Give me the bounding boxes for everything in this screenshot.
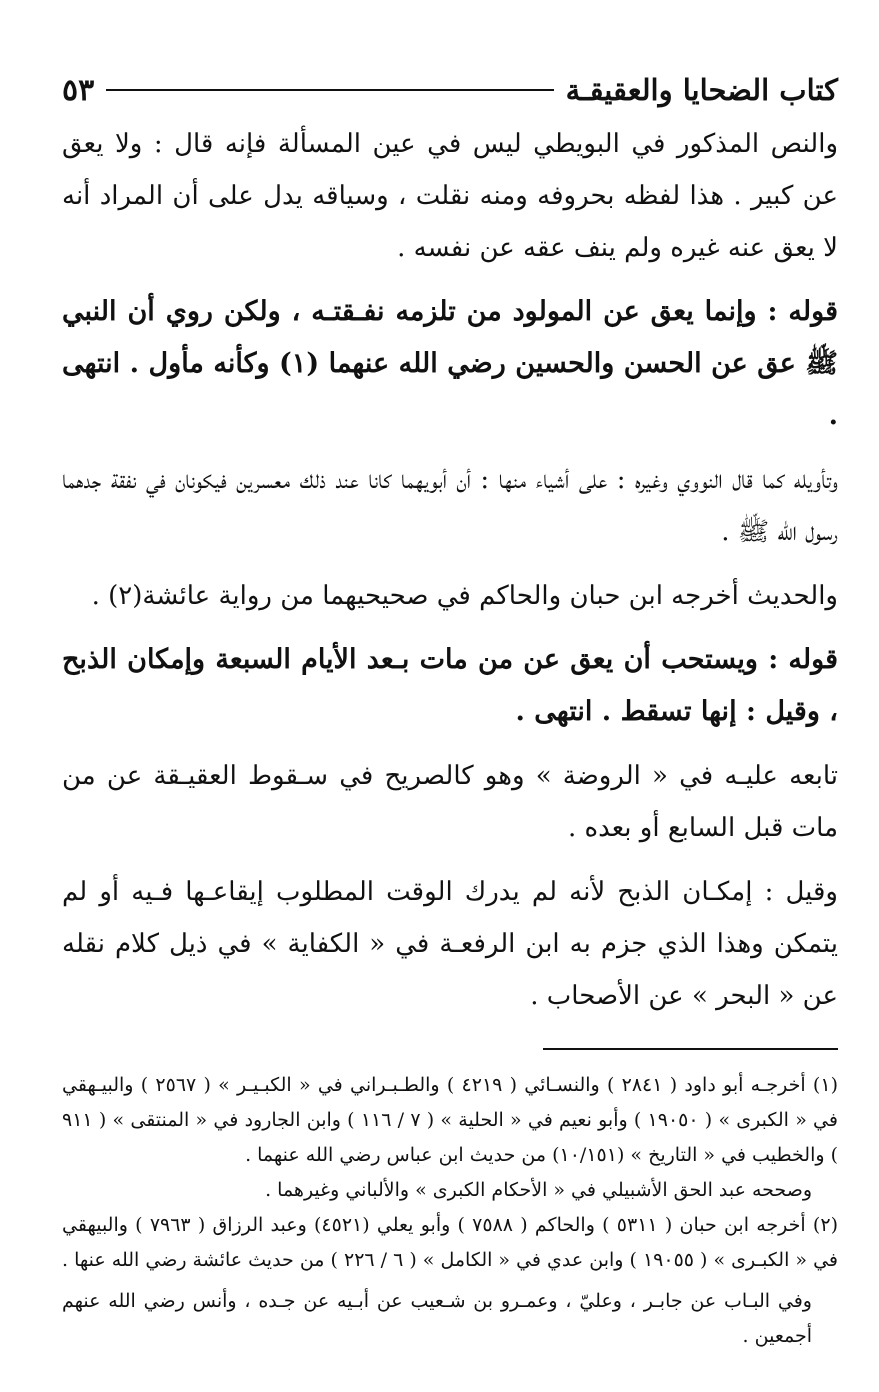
footnotes: [62, 1068, 838, 1354]
footnote-1-continuation: وصححه عبد الحق الأشبيلي في « الأحكام الكبرى » والألباني وغيرهما .: [265, 1179, 812, 1201]
footnote-1: (١) أخرجـه أبو داود ( ٢٨٤١ ) والنسـائي ( ٤٢١٩ ) والطـبـراني في « الكبـيـر » ( ٢٥٦٧ ) والبيـهقي في « الكبرى » ( ١٩٠٥٠ ) وأبو نعيم في « الحلية » ( ٧ / ١١٦ ) وابن الجارود في « المنتقى » ( ٩١١ ) والخطيب في « التاريخ » (١٠/١٥١) من حديث ابن عباس رضي الله عنهما .: [62, 1074, 838, 1166]
running-title: كتاب الضحايا والعقيقـة: [565, 73, 838, 107]
book-page: [62, 62, 838, 1354]
page-number: ٥٣: [62, 72, 95, 108]
paragraph: وقيل : إمكـان الذبح لأنه لم يدرك الوقت المطلوب إيقاعـها فـيه أو لم يتمكن وهذا الذي جزم به ابن الرفعـة في « الكفاية » في ذيل كلام نقله عن « البحر » عن الأصحاب .: [62, 877, 838, 1011]
header-rule: [106, 89, 553, 91]
paragraph: والنص المذكور في البويطي ليس في عين المسألة فإنه قال : ولا يعق عن كبير . هذا لفظه بحروفه ومنه نقلت ، وسياقه يدل على أن المراد أنه لا يعق عنه غيره ولم ينف عقه عن نفسه .: [62, 129, 838, 263]
quoted-statement: قوله : ويستحب أن يعق عن من مات بـعد الأيام السبعة وإمكان الذبح ، وقيل : إنها تسقط . انتهى .: [62, 644, 838, 727]
quoted-statement: قوله : وإنما يعق عن المولود من تلزمه نفـقتـه ، ولكن روي أن النبي ﷺ عق عن الحسن والحسين رضي الله عنهما (١) وكأنه مأول . انتهى .: [62, 296, 839, 431]
paragraph: تابعه عليـه في « الروضة » وهو كالصريح في سـقوط العقيـقة عن من مات قبل السابع أو بعده .: [62, 761, 838, 843]
main-text: [62, 118, 838, 1022]
paragraph: والحديث أخرجه ابن حبان والحاكم في صحيحيهما من رواية عائشة(٢) .: [91, 581, 838, 611]
page-header: [62, 62, 838, 118]
footnote-2-continuation: وفي البـاب عن جابـر ، وعليّ ، وعمـرو بن شـعيب عن أبـيه عن جـده ، وأنس رضي الله عنهم أجمعين .: [62, 1290, 812, 1347]
footnote-separator: [543, 1048, 838, 1050]
paragraph: وتأويله كما قال النووي وغيره : على أشياء منها : أن أبويهما كانا عند ذلك معسرين فيكونان في نفقة جدهما رسول الله ﷺ .: [62, 465, 838, 547]
footnote-2: (٢) أخرجه ابن حبان ( ٥٣١١ ) والحاكم ( ٧٥٨٨ ) وأبو يعلي (٤٥٢١) وعبد الرزاق ( ٧٩٦٣ ) والبيهقي في « الكبـرى » ( ١٩٠٥٥ ) وابن عدي في « الكامل » ( ٦ / ٢٢٦ ) من حديث عائشة رضي الله عنها .: [62, 1214, 838, 1271]
